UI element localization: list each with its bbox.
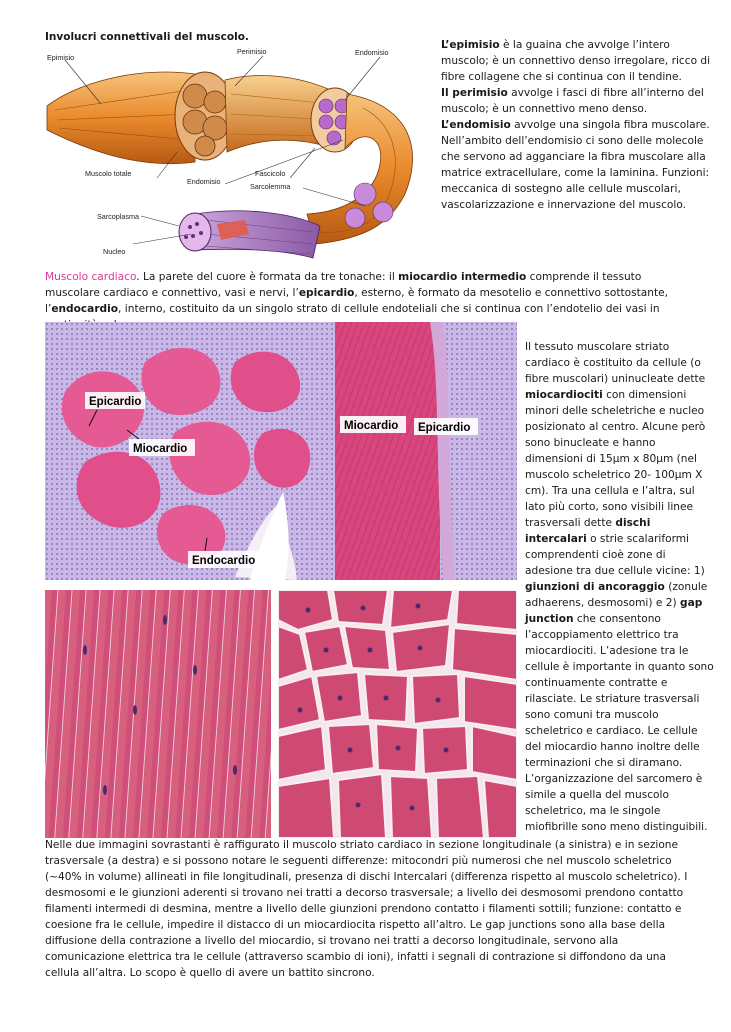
- intro-text-d: , esterno, è formato da mesotelio e connettivo sottostante, l’: [45, 287, 669, 315]
- label-muscolo-totale: Muscolo totale: [85, 169, 132, 178]
- side-text-e: (zonule adhaerens, desmosomi) e 2): [525, 581, 708, 609]
- side-text-c: con dimensioni minori delle scheletriche e nucleo posizionato al centro. Alcune però sono binucleate e hanno dimensioni di 15μm x 80μm (nel muscolo scheletrico 20- 100μm X cm). Tra una cellula e l’altra, sul lato più corto, sono visibili linee trasversali dette: [525, 389, 706, 529]
- intro-term-epicardio: epicardio: [298, 287, 355, 299]
- intro-text-e: , interno, costituito da un singolo strato di cellule endoteliali che si continua con l’endotelio dei vasi in: [118, 303, 660, 315]
- label-fascicolo: Fascicolo: [255, 169, 286, 178]
- histo-label-miocardio-right: [340, 416, 406, 433]
- svg-text:Miocardio: Miocardio: [344, 420, 399, 432]
- cardiac-transverse-section-micrograph: [278, 590, 517, 838]
- intro-text-a: . La parete del cuore è formata da tre tonache: il: [136, 271, 399, 283]
- side-term-miocardiociti: miocardiociti: [525, 389, 603, 401]
- intro-term-endocardio: endocardio: [51, 303, 119, 315]
- label-perimisio: Perimisio: [237, 47, 267, 56]
- epimisio-text: è la guaina che avvolge l’intero muscolo; è un connettivo denso irregolare, ricco di fibre collagene che si continua con il tendine.: [441, 39, 711, 83]
- side-text-f: che consentono l’accoppiamento elettrico tra miocardiociti. L’adesione tra le cellule è importante in quanto sono continuamente contratte e rilasciate. Le striature trasversali sono comuni tra muscolo scheletrico e cardiaco. Le cellule del miocardio hanno inoltre delle terminazioni che si diramano. L’organizzazione del sarcomero è simile a quella del muscolo scheletrico, ma le singole miofibrille sono meno distinguibili.: [525, 613, 714, 833]
- svg-text:Epicardio: Epicardio: [418, 422, 471, 434]
- histo-label-epicardio-left: [85, 392, 145, 409]
- perimisio-term: Il perimisio: [441, 87, 508, 99]
- label-sarcolemma: Sarcolemma: [250, 182, 291, 191]
- histo-label-epicardio-right: [414, 418, 478, 435]
- label-endomisio-top: Endomisio: [355, 48, 389, 57]
- label-epimisio: Epimisio: [47, 53, 75, 62]
- svg-text:Miocardio: Miocardio: [133, 443, 188, 455]
- histo-label-miocardio-left: [129, 439, 195, 456]
- svg-text:Epicardio: Epicardio: [89, 396, 142, 408]
- endomisio-term: L’endomisio: [441, 119, 511, 131]
- cardiac-muscle-heading: Muscolo cardiaco: [45, 271, 137, 283]
- intro-term-miocardio: miocardio intermedio: [398, 271, 527, 283]
- label-sarcoplasma: Sarcoplasma: [97, 212, 139, 221]
- cardiac-longitudinal-section-micrograph: [45, 590, 271, 838]
- side-term-giunzioni-ancoraggio: giunzioni di ancoraggio: [525, 581, 665, 593]
- connective-sheaths-description: [441, 37, 721, 213]
- label-nucleo: Nucleo: [103, 247, 126, 256]
- section-title-connective-sheaths: Involucri connettivali del muscolo.: [45, 31, 249, 43]
- side-term-dischi-intercalari: dischi intercalari: [525, 517, 651, 545]
- histo-label-endocardio: [188, 551, 260, 568]
- side-text-a: Il tessuto muscolare striato cardiaco è costituito da cellule (o fibre muscolari) uninucleate dette: [525, 341, 706, 385]
- svg-text:Endocardio: Endocardio: [192, 555, 256, 567]
- myocardiocytes-description: [525, 339, 715, 835]
- sections-comparison-paragraph: Nelle due immagini sovrastanti è raffigurato il muscolo striato cardiaco in sezione longitudinale (a sinistra) e in sezione trasversale (a destra) e si possono notare le seguenti differenze: mitocondri più numerosi che nel muscolo scheletrico (~40% in volume) allineati in file longitudinali, presenza di dischi Intercalari (differenza rispetto al muscolo scheletrico). I desmosomi e le giunzioni aderenti si trovano nei tratti a decorso trasversale; a livello dei desmosomi prendono contatto filamenti intermedi di desmina, mentre a livello delle giunzioni prendono contatto i filamenti sottili; funzione: contatto e coesione fra le cellule, impedire il distacco di un miocardiocita rispetto all’altro. Le gap junctions sono alla base della diffusione della contrazione a livello del miocardio, si trovano nei tratti a decorso longitudinale, servono alla comunicazione elettrica tra le cellule (attraverso scambio di ioni), infatti i segnali di contrazione si diffondono da una cellula all’altra. Lo scopo è quello di avere un battito sincrono.: [45, 839, 688, 979]
- epimisio-term: L’epimisio: [441, 39, 500, 51]
- muscle-connective-tissue-illustration: [45, 44, 430, 259]
- label-endomisio-mid: Endomisio: [187, 177, 221, 186]
- perimisio-text: avvolge i fasci di fibre all’interno del muscolo; è un connettivo meno denso.: [441, 87, 704, 115]
- intro-text-c: comprende il tessuto muscolare cardiaco e connettivo, vasi e nervi, l’: [45, 271, 642, 299]
- side-text-d: o strie scalariformi comprendenti cioè zone di adesione tra due cellule vicine: 1): [525, 533, 705, 577]
- endomisio-text: avvolge una singola fibra muscolare. Nell’ambito dell’endomisio ci sono delle molecole che servono ad agganciare la fibra muscolare alla matrice extracellulare, come la laminina. Funzioni: meccanica di sostegno alle cellule muscolari, vascolarizzazione e innervazione del muscolo.: [441, 119, 710, 211]
- heart-wall-micrograph: [45, 322, 517, 580]
- side-term-gap-junction: gap junction: [525, 597, 703, 625]
